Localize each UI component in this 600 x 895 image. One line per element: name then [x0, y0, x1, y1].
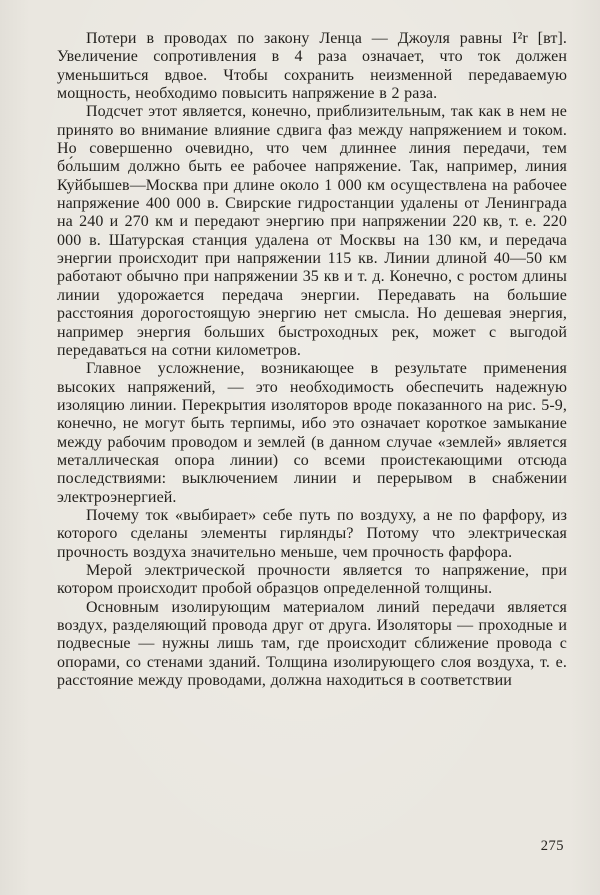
paragraph: Подсчет этот является, конечно, приблизительным, так как в нем не принято во внимание влияние сдвига фаз между напряжением и током. Но совершенно очевидно, что чем длиннее линия передачи, тем бо́льшим должно быть ее рабочее напряжение. Так, например, линия Куйбышев—Москва при длине около 1 000 км осуществлена на рабочее напряжение 400 000 в. Свирские гидростанции удалены от Ленинграда на 240 и 270 км и передают энергию при напряжении 220 кв, т. е. 220 000 в. Шатурская станция удалена от Москвы на 130 км, и передача энергии происходит при напряжении 115 кв. Линии длиной 40—50 км работают обычно при напряжении 35 кв и т. д. Конечно, с ростом длины линии удорожается передача энергии. Передавать на большие расстояния дорогостоящую энергию нет смысла. Но дешевая энергия, например энергия больших быстроходных рек, может с выгодой передаваться на сотни километров. — [57, 103, 567, 359]
paragraph: Почему ток «выбирает» себе путь по воздуху, а не по фарфору, из которого сделаны элементы гирлянды? Потому что электрическая прочность воздуха значительно меньше, чем прочность фарфора. — [57, 506, 567, 561]
paragraph: Основным изолирующим материалом линий передачи является воздух, разделяющий провода друг от друга. Изоляторы — проходные и подвесные — нужны лишь там, где происходит сближение провода с опорами, со стенами зданий. Толщина изолирующего слоя воздуха, т. е. расстояние между проводами, должна находиться в соответствии — [57, 598, 567, 690]
paragraph: Главное усложнение, возникающее в результате применения высоких напряжений, — это необходимость обеспечить надежную изоляцию линии. Перекрытия изоляторов вроде показанного на рис. 5-9, конечно, не могут быть терпимы, ибо это означает короткое замыкание между рабочим проводом и землей (в данном случае «землей» является металлическая опора линии) со всеми проистекающими отсюда последствиями: выключением линии и перерывом в снабжении электроэнергией. — [57, 360, 567, 506]
page-text — [57, 30, 567, 690]
paragraph: Потери в проводах по закону Ленца — Джоуля равны I²r [вт]. Увеличение сопротивления в 4 раза означает, что ток должен уменьшиться вдвое. Чтобы сохранить неизменной передаваемую мощность, необходимо повысить напряжение в 2 раза. — [57, 30, 567, 103]
paragraph: Мерой электрической прочности является то напряжение, при котором происходит пробой образцов определенной толщины. — [57, 561, 567, 598]
page-number: 275 — [540, 838, 564, 854]
